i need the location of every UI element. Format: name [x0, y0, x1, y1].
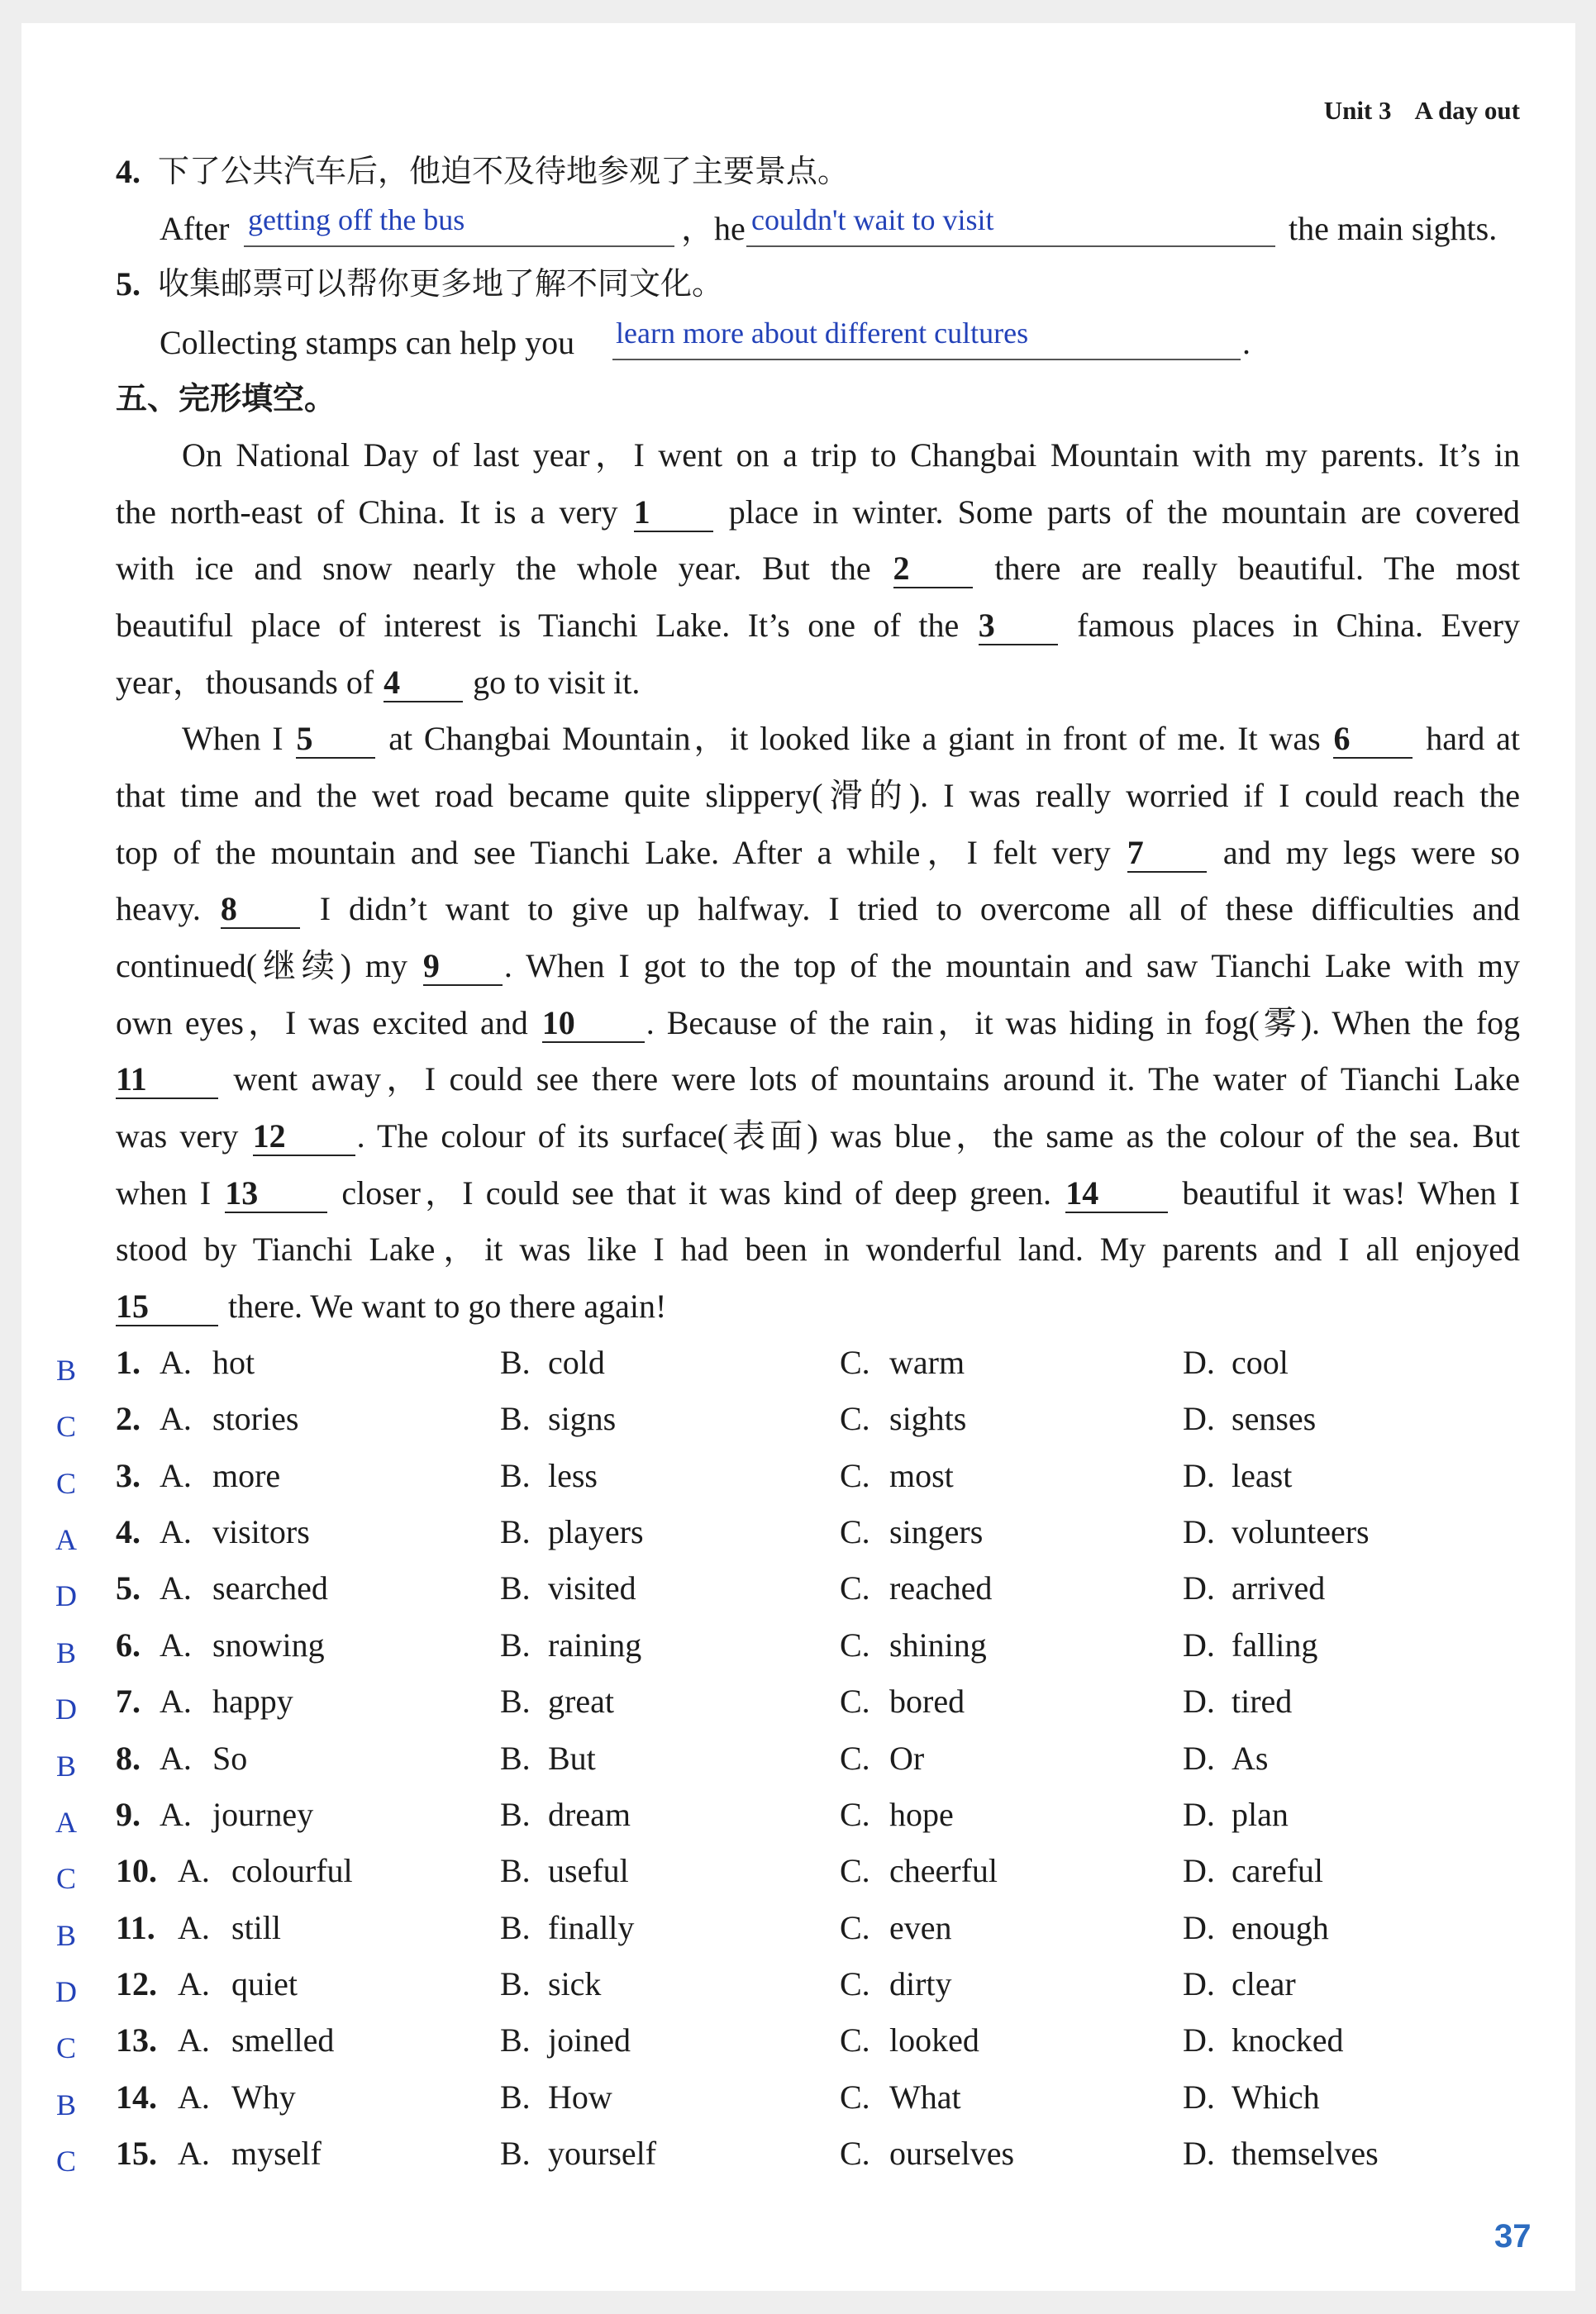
option-text: enough	[1232, 1908, 1329, 1946]
option-text: useful	[548, 1852, 629, 1890]
option-text: even	[889, 1908, 952, 1946]
cloze-line	[116, 1221, 1520, 1278]
question-number: 15.	[116, 2135, 157, 2173]
option-label: C.	[840, 1908, 870, 1946]
option-label: D.	[1183, 2135, 1215, 2173]
question-row	[0, 1560, 1596, 1616]
option-label: B.	[500, 1569, 531, 1607]
option-text: smelled	[231, 2021, 335, 2059]
option-text: cheerful	[889, 1852, 998, 1890]
cloze-line	[116, 881, 1520, 937]
cloze-text: top of the mountain and see Tianchi Lake. After a while，I felt very	[116, 833, 1126, 871]
option-text: shining	[889, 1626, 987, 1664]
chinese-prompt: 下了公共汽车后，他迫不及待地参观了主要景点。	[158, 155, 850, 189]
option-text: careful	[1232, 1852, 1324, 1890]
option-label: A.	[160, 1513, 192, 1551]
option-text: colourful	[231, 1852, 353, 1890]
option-label: B.	[500, 2021, 531, 2059]
option-text: raining	[548, 1626, 642, 1664]
cloze-text: that time and the wet road became quite slippery(滑的). I was really worried if I could reach the	[116, 777, 1520, 815]
sentence-text: .	[1242, 324, 1251, 361]
cloze-text: hard at	[1414, 720, 1520, 758]
option-text: falling	[1232, 1626, 1318, 1664]
option-label: C.	[840, 1456, 870, 1494]
cloze-blank-5: 5	[296, 721, 375, 759]
cloze-blank-1: 1	[634, 494, 713, 532]
option-label: C.	[840, 2078, 870, 2116]
option-text: signs	[548, 1400, 617, 1438]
cloze-line	[116, 995, 1520, 1051]
option-text: tired	[1232, 1683, 1293, 1721]
option-text: visitors	[212, 1513, 310, 1551]
question-row	[0, 1843, 1596, 1899]
cloze-text: place in winter. Some parts of the mountain are covered	[714, 493, 1520, 531]
question-row	[0, 2069, 1596, 2126]
question-number: 1.	[116, 1344, 141, 1381]
question-row	[0, 1731, 1596, 1787]
cloze-blank-3: 3	[979, 607, 1058, 645]
option-text: most	[889, 1456, 954, 1494]
option-text: yourself	[548, 2135, 657, 2173]
cloze-text: when I	[116, 1174, 224, 1212]
section-heading: 五、完形填空。	[116, 382, 336, 417]
cloze-blank-2: 2	[893, 550, 973, 588]
cloze-text: there. We want to go there again!	[220, 1288, 667, 1326]
option-text: Which	[1232, 2078, 1320, 2116]
page-number: 37	[1494, 2218, 1532, 2254]
cloze-text: the north-east of China. It is a very	[116, 493, 632, 531]
option-label: C.	[840, 1513, 870, 1551]
answer-letter: B	[55, 1354, 76, 1387]
option-label: A.	[160, 1569, 192, 1607]
cloze-text: . When I got to the top of the mountain and saw Tianchi Lake with my	[503, 947, 1520, 985]
question-row	[0, 1617, 1596, 1674]
cloze-text: closer，I could see that it was kind of deep green.	[329, 1174, 1065, 1212]
question-number: 14.	[116, 2078, 157, 2116]
option-label: C.	[840, 1569, 870, 1607]
option-label: A.	[160, 1400, 192, 1438]
cloze-blank-14: 14	[1065, 1175, 1168, 1213]
option-label: C.	[840, 1400, 870, 1438]
option-label: B.	[500, 1739, 531, 1777]
answer-letter: D	[55, 1974, 77, 2008]
cloze-line	[182, 427, 1520, 483]
option-text: less	[548, 1456, 598, 1494]
cloze-text: I didn’t want to give up halfway. I tried to overcome all of these difficulties and	[301, 890, 1520, 928]
cloze-blank-13: 13	[225, 1175, 327, 1213]
option-text: themselves	[1232, 2135, 1379, 2173]
option-label: C.	[840, 1795, 870, 1833]
option-label: A.	[178, 1908, 210, 1946]
question-number: 12.	[116, 1964, 157, 2002]
option-text: dream	[548, 1795, 631, 1833]
option-text: finally	[548, 1908, 635, 1946]
cloze-text: own eyes，I was excited and	[116, 1003, 541, 1041]
cloze-text: When I	[182, 720, 295, 758]
question-number: 5.	[116, 265, 141, 302]
question-number: 8.	[116, 1739, 141, 1777]
option-label: D.	[1183, 1569, 1215, 1607]
option-label: D.	[1183, 1739, 1215, 1777]
option-text: knocked	[1232, 2021, 1344, 2059]
answer-letter: B	[55, 2088, 76, 2121]
filled-answer: couldn't wait to visit	[751, 203, 994, 236]
cloze-line	[116, 1278, 1520, 1335]
cloze-line	[116, 1165, 1520, 1221]
option-text: myself	[231, 2135, 322, 2173]
unit-title: A day out	[1414, 96, 1520, 125]
option-label: D.	[1183, 1908, 1215, 1946]
option-label: C.	[840, 1344, 870, 1381]
option-label: A.	[160, 1795, 192, 1833]
question-row	[0, 1956, 1596, 2012]
option-label: B.	[500, 2135, 531, 2173]
answer-letter: B	[55, 1918, 76, 1952]
option-text: senses	[1232, 1400, 1317, 1438]
sentence-text: Collecting stamps can help you	[160, 324, 575, 361]
question-number: 9.	[116, 1795, 141, 1833]
question-row	[0, 1504, 1596, 1560]
option-text: looked	[889, 2021, 979, 2059]
option-text: How	[548, 2078, 612, 2116]
option-text: hope	[889, 1795, 954, 1833]
option-text: So	[212, 1739, 248, 1777]
cloze-blank-11: 11	[116, 1061, 218, 1099]
question-number: 3.	[116, 1456, 141, 1494]
cloze-line	[116, 825, 1520, 881]
option-text: still	[231, 1908, 282, 1946]
option-label: C.	[840, 1626, 870, 1664]
answer-letter: B	[55, 1636, 76, 1669]
question-number: 2.	[116, 1400, 141, 1438]
option-label: A.	[178, 1852, 210, 1890]
cloze-blank-15: 15	[116, 1288, 218, 1326]
option-text: As	[1232, 1739, 1269, 1777]
question-row	[0, 1674, 1596, 1730]
cloze-text: went away，I could see there were lots of mountains around it. The water of Tianchi Lake	[220, 1060, 1520, 1098]
option-text: happy	[212, 1683, 293, 1721]
option-label: A.	[178, 2078, 210, 2116]
cloze-text: stood by Tianchi Lake，it was like I had been in wonderful land. My parents and I all enjoyed	[116, 1231, 1520, 1269]
answer-letter: C	[55, 1466, 76, 1500]
question-number: 4.	[116, 1513, 141, 1551]
option-text: players	[548, 1513, 644, 1551]
cloze-blank-9: 9	[423, 948, 503, 986]
cloze-blank-6: 6	[1333, 721, 1413, 759]
question-number: 10.	[116, 1852, 157, 1890]
option-label: B.	[500, 1964, 531, 2002]
option-text: searched	[212, 1569, 328, 1607]
option-label: B.	[500, 1908, 531, 1946]
option-label: D.	[1183, 1400, 1215, 1438]
cloze-line	[116, 598, 1520, 654]
option-text: ourselves	[889, 2135, 1015, 2173]
question-row	[0, 1335, 1596, 1391]
option-label: B.	[500, 1456, 531, 1494]
cloze-blank-7: 7	[1127, 835, 1207, 873]
option-label: B.	[500, 1795, 531, 1833]
option-text: sights	[889, 1400, 967, 1438]
question-row	[0, 1900, 1596, 1956]
option-label: D.	[1183, 1852, 1215, 1890]
option-label: C.	[840, 1683, 870, 1721]
option-label: C.	[840, 1852, 870, 1890]
question-number: 13.	[116, 2021, 157, 2059]
option-label: B.	[500, 1400, 531, 1438]
option-text: dirty	[889, 1964, 952, 2002]
option-text: hot	[212, 1344, 255, 1381]
answer-letter: C	[55, 1862, 76, 1896]
cloze-text: continued(继续) my	[116, 947, 422, 985]
cloze-blank-10: 10	[542, 1005, 645, 1043]
option-text: great	[548, 1683, 614, 1721]
option-label: B.	[500, 1344, 531, 1381]
option-text: visited	[548, 1569, 636, 1607]
cloze-text: go to visit it.	[465, 663, 641, 701]
option-label: D.	[1183, 1456, 1215, 1494]
question-row	[0, 2012, 1596, 2069]
option-text: stories	[212, 1400, 299, 1438]
cloze-text: there are really beautiful. The most	[974, 550, 1520, 588]
option-text: least	[1232, 1456, 1293, 1494]
cloze-line	[116, 540, 1520, 597]
option-text: joined	[548, 2021, 631, 2059]
option-label: B.	[500, 2078, 531, 2116]
cloze-line	[116, 655, 1520, 711]
option-text: arrived	[1232, 1569, 1326, 1607]
option-label: D.	[1183, 2021, 1215, 2059]
option-label: C.	[840, 1739, 870, 1777]
question-row	[0, 1391, 1596, 1447]
option-label: A.	[160, 1683, 192, 1721]
question-number: 11.	[116, 1908, 155, 1946]
option-label: A.	[160, 1626, 192, 1664]
sentence-text: After	[160, 210, 230, 247]
cloze-text: was very	[116, 1117, 251, 1155]
option-text: But	[548, 1739, 596, 1777]
option-label: A.	[178, 1964, 210, 2002]
option-label: D.	[1183, 1626, 1215, 1664]
option-text: snowing	[212, 1626, 325, 1664]
option-text: Why	[231, 2078, 296, 2116]
cloze-text: . The colour of its surface(表面) was blue，the same as the colour of the sea. But	[356, 1117, 1520, 1155]
option-text: Or	[889, 1739, 925, 1777]
option-label: D.	[1183, 1513, 1215, 1551]
option-text: quiet	[231, 1964, 298, 2002]
option-label: B.	[500, 1683, 531, 1721]
option-label: A.	[160, 1739, 192, 1777]
cloze-text: beautiful place of interest is Tianchi Lake. It’s one of the	[116, 607, 977, 644]
option-text: What	[889, 2078, 961, 2116]
option-label: A.	[160, 1456, 192, 1494]
question-number: 6.	[116, 1626, 141, 1664]
cloze-text: beautiful it was! When I	[1170, 1174, 1520, 1212]
answer-letter: A	[55, 1805, 77, 1839]
option-label: D.	[1183, 1964, 1215, 2002]
question-number: 4.	[116, 153, 141, 190]
question-number: 5.	[116, 1569, 141, 1607]
option-text: more	[212, 1456, 281, 1494]
cloze-line	[182, 711, 1520, 767]
cloze-line	[116, 1051, 1520, 1107]
unit-number: Unit 3	[1323, 96, 1392, 125]
option-text: sick	[548, 1964, 602, 2002]
cloze-text: . Because of the rain，it was hiding in fog(雾). When the fog	[646, 1003, 1520, 1041]
option-text: cool	[1232, 1344, 1289, 1381]
question-number: 7.	[116, 1683, 141, 1721]
option-label: C.	[840, 2021, 870, 2059]
sentence-text: ，he	[681, 210, 746, 247]
option-text: bored	[889, 1683, 965, 1721]
cloze-text: year，thousands of	[116, 663, 383, 701]
answer-letter: C	[55, 2145, 76, 2178]
option-label: B.	[500, 1513, 531, 1551]
option-label: D.	[1183, 1795, 1215, 1833]
option-text: singers	[889, 1513, 984, 1551]
option-text: clear	[1232, 1964, 1296, 2002]
question-row	[0, 2126, 1596, 2182]
option-label: D.	[1183, 1683, 1215, 1721]
sentence-text: the main sights.	[1289, 210, 1498, 247]
option-label: A.	[160, 1344, 192, 1381]
cloze-line	[116, 768, 1520, 824]
cloze-line	[116, 1108, 1520, 1164]
option-label: B.	[500, 1852, 531, 1890]
cloze-text: heavy.	[116, 890, 219, 928]
option-text: cold	[548, 1344, 605, 1381]
filled-answer: learn more about different cultures	[616, 317, 1029, 350]
option-label: A.	[178, 2021, 210, 2059]
option-text: volunteers	[1232, 1513, 1370, 1551]
option-label: C.	[840, 1964, 870, 2002]
answer-letter: B	[55, 1749, 76, 1783]
option-text: plan	[1232, 1795, 1289, 1833]
cloze-text: at Changbai Mountain，it looked like a giant in front of me. It was	[377, 720, 1332, 758]
answer-letter: C	[55, 1410, 76, 1444]
cloze-blank-4: 4	[384, 664, 463, 702]
option-text: warm	[889, 1344, 965, 1381]
answer-letter: D	[55, 1579, 77, 1613]
running-head	[1324, 93, 1520, 129]
answer-letter: C	[55, 2031, 76, 2065]
cloze-blank-8: 8	[221, 891, 300, 929]
answer-letter: A	[55, 1523, 77, 1557]
filled-answer: getting off the bus	[248, 203, 465, 236]
answer-letter: D	[55, 1693, 77, 1726]
cloze-text: famous places in China. Every	[1059, 607, 1520, 644]
option-label: A.	[178, 2135, 210, 2173]
chinese-prompt: 收集邮票可以帮你更多地了解不同文化。	[158, 267, 724, 302]
option-text: journey	[212, 1795, 314, 1833]
question-row	[0, 1448, 1596, 1504]
cloze-line	[116, 484, 1520, 540]
option-label: C.	[840, 2135, 870, 2173]
cloze-blank-12: 12	[253, 1118, 355, 1156]
option-label: D.	[1183, 2078, 1215, 2116]
option-label: B.	[500, 1626, 531, 1664]
option-label: D.	[1183, 1344, 1215, 1381]
question-row	[0, 1787, 1596, 1843]
cloze-text: and my legs were so	[1208, 833, 1520, 871]
cloze-text: On National Day of last year，I went on a trip to Changbai Mountain with my parents. It’s in	[182, 436, 1520, 474]
cloze-text: with ice and snow nearly the whole year. But the	[116, 550, 892, 588]
option-text: reached	[889, 1569, 993, 1607]
cloze-line	[116, 938, 1520, 994]
